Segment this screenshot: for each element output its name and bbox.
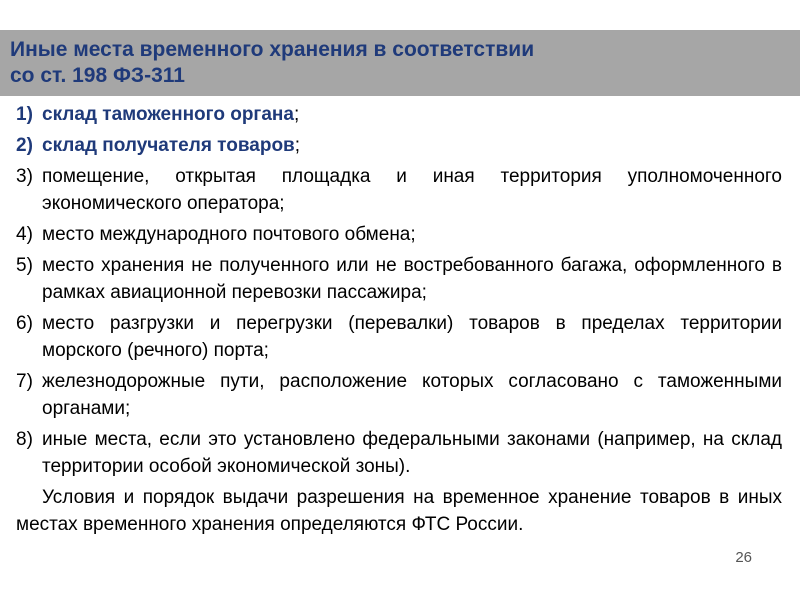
list-item-text: склад таможенного органа [42, 104, 294, 125]
list-item [16, 101, 782, 128]
list-item [16, 368, 782, 422]
list-item-text: иные места, если это установлено федеральными законами (например, на склад территории особой экономической зоны). [42, 429, 782, 477]
list-item-number: 8) [16, 429, 33, 450]
slide-title [10, 37, 534, 89]
list-item-number: 5) [16, 255, 33, 276]
list-item-text: железнодорожные пути, расположение которых согласовано с таможенными органами; [42, 371, 782, 419]
list-item [16, 252, 782, 306]
list-item-text: место разгрузки и перегрузки (перевалки) товаров в пределах территории морского (речного) порта; [42, 313, 782, 361]
list-item-number: 6) [16, 313, 33, 334]
list-item [16, 221, 782, 248]
list-item [16, 310, 782, 364]
list-item-text: место хранения не полученного или не востребованного багажа, оформленного в рамках авиационной перевозки пассажира; [42, 255, 782, 303]
list-item-text: место международного почтового обмена; [42, 224, 416, 245]
list-item-number: 7) [16, 371, 33, 392]
list-item-text: помещение, открытая площадка и иная территория уполномоченного экономического оператора; [42, 166, 782, 214]
list-item [16, 426, 782, 480]
content-list [16, 101, 782, 538]
page-number: 26 [735, 549, 752, 566]
list-item-text: склад получателя товаров [42, 135, 295, 156]
slide-title-line-1: Иные места временного хранения в соответствии [10, 38, 535, 61]
list-item-number: 3) [16, 166, 33, 187]
list-item-punctuation: ; [293, 104, 300, 125]
closing-paragraph: Условия и порядок выдачи разрешения на временное хранение товаров в иных местах временного хранения определяются ФТС России. [16, 487, 782, 535]
list-item [16, 132, 782, 159]
list-item-number: 2) [16, 135, 33, 156]
title-bar [0, 30, 800, 96]
slide-title-line-2: со ст. 198 ФЗ-311 [10, 64, 185, 87]
list-item-number: 1) [16, 104, 33, 125]
list-item-number: 4) [16, 224, 33, 245]
list-item-punctuation: ; [294, 135, 301, 156]
list-item [16, 163, 782, 217]
